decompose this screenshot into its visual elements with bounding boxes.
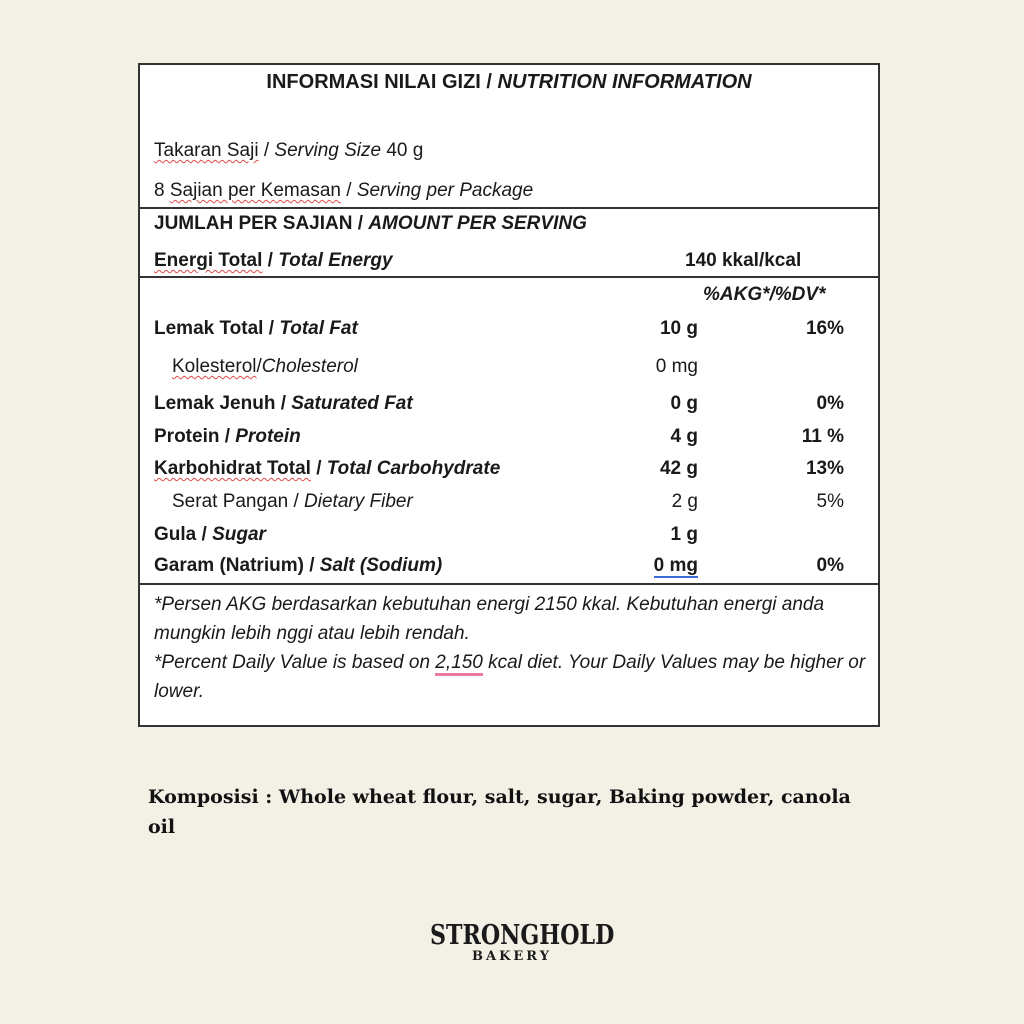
stronghold-bakery-logo <box>412 920 615 964</box>
nutrient-amount: 2 g <box>671 491 698 512</box>
nutrition-label <box>138 63 880 727</box>
nutrient-dv: 13% <box>805 458 844 479</box>
servings-per-package: 8 Sajian per Kemasan / Serving per Package <box>154 180 534 201</box>
nutrient-name: Protein / Protein <box>154 426 301 447</box>
divider <box>140 207 878 209</box>
logo-wordmark: STRONGHOLD <box>430 920 615 951</box>
energy-label: Energi Total / Total Energy <box>154 250 393 271</box>
nutrient-amount: 4 g <box>670 426 698 447</box>
amount-per-serving-header: JUMLAH PER SAJIAN / AMOUNT PER SERVING <box>154 213 587 234</box>
nutrient-amount: 0 mg <box>655 356 698 377</box>
nutrient-amount: 10 g <box>659 318 698 339</box>
nutrient-amount: 0 mg <box>653 555 698 576</box>
divider <box>140 276 878 278</box>
label-title: INFORMASI NILAI GIZI / NUTRITION INFORMATION <box>266 71 752 93</box>
nutrient-dv: 16% <box>805 318 844 339</box>
nutrient-dv: 0% <box>816 555 844 576</box>
logo-subtitle: BAKERY <box>472 949 552 964</box>
nutrient-name: Lemak Total / Total Fat <box>154 318 358 339</box>
energy-value: 140 kkal/kcal <box>685 250 802 271</box>
divider <box>140 583 878 585</box>
nutrient-dv: 0% <box>816 393 844 414</box>
footnote-id: *Persen AKG berdasarkan kebutuhan energi 2150 kkal. Kebutuhan energi anda mungkin lebih nggi atau lebih rendah. <box>154 594 825 644</box>
nutrient-name: Lemak Jenuh / Saturated Fat <box>154 393 413 414</box>
nutrient-dv: 11 % <box>801 426 844 447</box>
nutrient-name: Serat Pangan / Dietary Fiber <box>172 491 413 512</box>
composition-text: Komposisi : Whole wheat flour, salt, sugar, Baking powder, canola oil <box>148 786 851 838</box>
nutrient-name: Karbohidrat Total / Total Carbohydrate <box>154 458 501 479</box>
footnote-en: *Percent Daily Value is based on 2,150 kcal diet. Your Daily Values may be higher or lower. <box>154 652 866 702</box>
nutrient-name: Kolesterol/Cholesterol <box>172 356 358 377</box>
nutrient-amount: 42 g <box>659 458 698 479</box>
footnote <box>154 590 870 706</box>
nutrient-dv: 5% <box>816 491 844 512</box>
nutrient-name: Gula / Sugar <box>154 524 266 545</box>
dv-header: %AKG*/%DV* <box>703 284 826 305</box>
serving-size: Takaran Saji / Serving Size 40 g <box>154 140 424 161</box>
nutrient-name: Garam (Natrium) / Salt (Sodium) <box>154 555 443 576</box>
nutrient-amount: 1 g <box>670 524 698 545</box>
nutrient-amount: 0 g <box>670 393 698 414</box>
